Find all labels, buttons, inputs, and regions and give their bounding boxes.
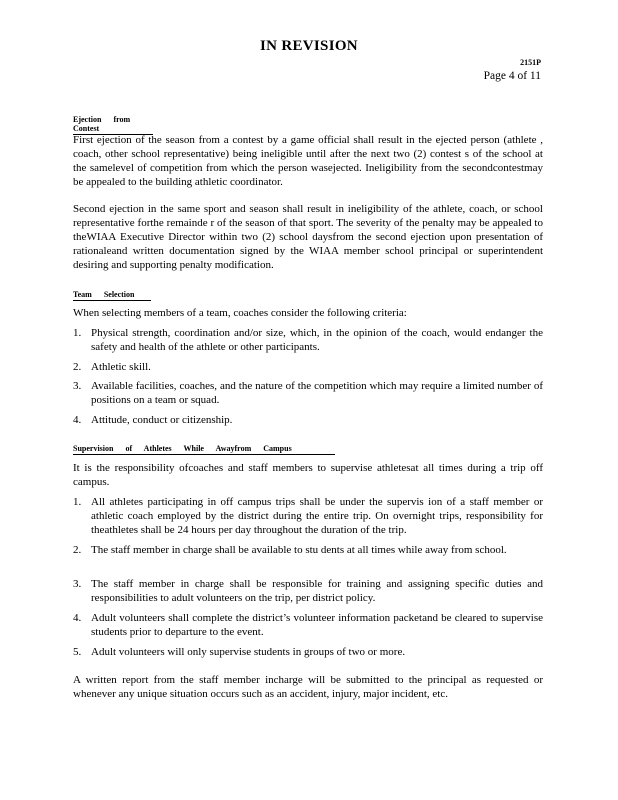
- ejection-paragraph-1: First ejection of the season from a contest by a game official shall result in the ejected person (athlete , coach, other school representative) being ineligible until after the next two (2) contest s of the school at the samelevel of competition from which the person wasejected. Ineligibility from the secondcontestmay be appealed to the building athletic coordinator.: [73, 134, 543, 188]
- list-item: [73, 645, 543, 659]
- team-selection-intro: When selecting members of a team, coaches consider the following criteria:: [73, 307, 407, 319]
- list-item-number: 4.: [73, 612, 82, 624]
- list-item-number: 1.: [73, 496, 82, 508]
- supervision-intro: It is the responsibility ofcoaches and staff members to supervise athletesat all times during a trip off campus.: [73, 462, 543, 488]
- list-item-number: 5.: [73, 646, 82, 658]
- list-item-text: The staff member in charge shall be available to stu dents at all times while away from school.: [91, 544, 507, 556]
- ejection-paragraph-2: Second ejection in the same sport and season shall result in ineligibility of the athlete, coach, or school representative forthe remainde r of the season of that sport. The severity of the penalty may be appealed to theWIAA Executive Director within two (2) school daysfrom the second ejection upon presentation of rationaleand written documentation signed by the WIAA member school principal or superintendent desiring and supporting penalty modification.: [73, 203, 543, 271]
- list-item: [73, 577, 543, 605]
- list-item: [73, 379, 543, 407]
- supervision-closing: A written report from the staff member incharge will be submitted to the principal as requested or whenever any unique situation occurs such as an accident, injury, major incident, etc.: [73, 674, 543, 700]
- list-item-number: 3.: [73, 380, 82, 392]
- page-title: IN REVISION: [260, 38, 358, 54]
- policy-code: 2151P: [520, 58, 541, 67]
- list-item-number: 4.: [73, 414, 82, 426]
- list-item-text: Physical strength, coordination and/or size, which, in the opinion of the coach, would endanger the safety and health of the athlete or other participants.: [91, 327, 543, 353]
- list-item-text: Adult volunteers will only supervise students in groups of two or more.: [91, 646, 406, 658]
- list-item-text: Available facilities, coaches, and the nature of the competition which may require a limited number of positions on a team or squad.: [91, 380, 543, 406]
- list-item-number: 3.: [73, 578, 82, 590]
- list-item: [73, 495, 543, 537]
- list-item-text: All athletes participating in off campus trips shall be under the supervis ion of a staff member or athletic coach employed by the district during the entire trip. On overnight trips, responsibility for theathletes shall be 24 hours per day throughout the duration of the trip.: [91, 496, 543, 536]
- section-heading-supervision: Supervision of Athletes While Awayfrom Campus: [73, 444, 335, 455]
- list-item-number: 2.: [73, 361, 82, 373]
- section-heading-ejection: Ejection from Contest: [73, 115, 153, 135]
- list-item: [73, 543, 543, 557]
- list-item-text: Attitude, conduct or citizenship.: [91, 414, 233, 426]
- list-item-text: Adult volunteers shall complete the district’s volunteer information packetand be cleared to supervise students prior to departure to the event.: [91, 612, 543, 638]
- list-item-number: 2.: [73, 544, 82, 556]
- list-item-number: 1.: [73, 327, 82, 339]
- list-item-text: The staff member in charge shall be responsible for training and assigning specific duties and responsibilities to adult volunteers on the trip, per district policy.: [91, 578, 543, 604]
- list-item: [73, 413, 543, 427]
- list-item: [73, 360, 543, 374]
- list-item: [73, 326, 543, 354]
- section-heading-team-selection: Team Selection: [73, 290, 151, 301]
- page-number: Page 4 of 11: [483, 70, 541, 82]
- list-item: [73, 611, 543, 639]
- list-item-text: Athletic skill.: [91, 361, 151, 373]
